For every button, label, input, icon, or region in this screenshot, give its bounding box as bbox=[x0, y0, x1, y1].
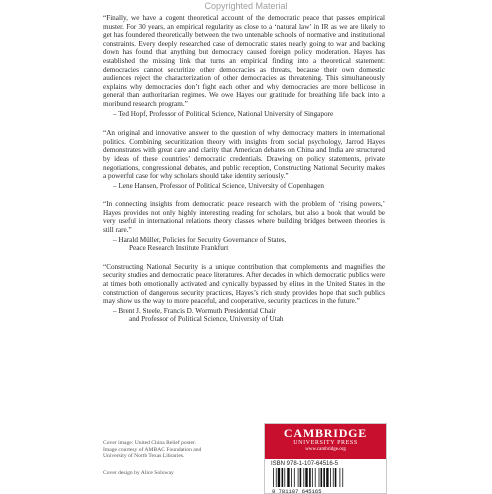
quote-attribution-line-2: Peace Research Institute Frankfurt bbox=[129, 244, 229, 253]
quote-attribution: – Harald Müller, Policies for Security Governance of States, bbox=[113, 235, 287, 244]
publisher-block bbox=[264, 423, 387, 494]
quote-attribution: – Lene Hansen, Professor of Political Science, University of Copenhagen bbox=[113, 181, 324, 190]
quote-block-4 bbox=[103, 263, 385, 324]
publisher-name: CAMBRIDGE bbox=[283, 426, 368, 440]
quote-block-2 bbox=[103, 129, 385, 190]
quote-text: “Finally, we have a cogent theoretical account of the democratic peace that passes empirical muster. For 30 years, an empirical regularity as close to a ‘natural law’ in IR as we are likely to get has foundered theoretically between the two untenable schools of normative and institutional constraints. Every deeply researched case of democratic states nearly going to war and backing down has found that anything but democracy caused foreign policy moderation. Hayes has established the missing link that turns an empirical finding into a theoretical statement: democracies cannot securitize other democracies as threats, because their own domestic audiences reject the characterization of other democracies as threatening. This simultaneously explains why democracies don’t fight each other and why democracies are more bellicose in general than authoritarian regimes. We owe Hayes our gratitude for breathing life back into a moribund research program.” bbox=[103, 14, 385, 108]
quote-text: “An original and innovative answer to the question of why democracy matters in international politics. Combining securitization theory with insights from social psychology, Jarrod Hayes demonstrates with great care and clarity that American debates on China and India are structured by ideas of these countries’ democratic credentials. Drawing on policy statements, private negotiations, congressional debates, and public reception, Constructing National Security makes a powerful case for why scholars should take identity seriously.” bbox=[103, 129, 385, 181]
publisher-press: UNIVERSITY PRESS bbox=[293, 440, 358, 446]
quote-block-1 bbox=[103, 14, 385, 118]
cover-design-credit: Cover design by Alice Soloway bbox=[103, 469, 174, 476]
isbn-label: ISBN 978-1-107-64516-5 bbox=[271, 461, 339, 467]
cover-credits bbox=[103, 440, 208, 476]
publisher-url: www.cambridge.org bbox=[305, 447, 346, 452]
back-cover-text bbox=[103, 14, 385, 334]
quote-block-3 bbox=[103, 200, 385, 253]
quote-attribution-line-2: and Professor of Political Science, University of Utah bbox=[129, 315, 284, 324]
barcode-icon bbox=[271, 468, 379, 494]
quote-text: “Constructing National Security is a unique contribution that complements and magnifies the security studies and democratic peace literatures. After decades in which democratic publics were at times both emotionally activated and cynically bypassed by elites in the United States in the construction of dangerous security practices, Hayes’s rich study provides hope that such publics may show us the way to more peaceful, and cooperative, security practices in the future.” bbox=[103, 262, 385, 306]
publisher-logo bbox=[265, 424, 386, 459]
copyright-banner: Copyrighted Material bbox=[204, 1, 288, 11]
quote-attribution: – Ted Hopf, Professor of Political Science, National University of Singapore bbox=[113, 109, 334, 118]
barcode-digits: 9 781107 645165 bbox=[272, 488, 322, 494]
quote-attribution: – Brent J. Steele, Francis D. Wormuth Presidential Chair bbox=[113, 306, 276, 315]
quote-text: “In connecting insights from democratic peace research with the problem of ‘rising powers,’ Hayes provides not only highly interesting reading for scholars, but also a book that would be very useful in international relations theory classes where building bridges between theories is still rare.” bbox=[103, 200, 385, 235]
cover-image-credit: Cover image: United China Relief poster. Image courtesy of AMBAC Foundation and University of North Texas Libraries. bbox=[103, 440, 202, 460]
